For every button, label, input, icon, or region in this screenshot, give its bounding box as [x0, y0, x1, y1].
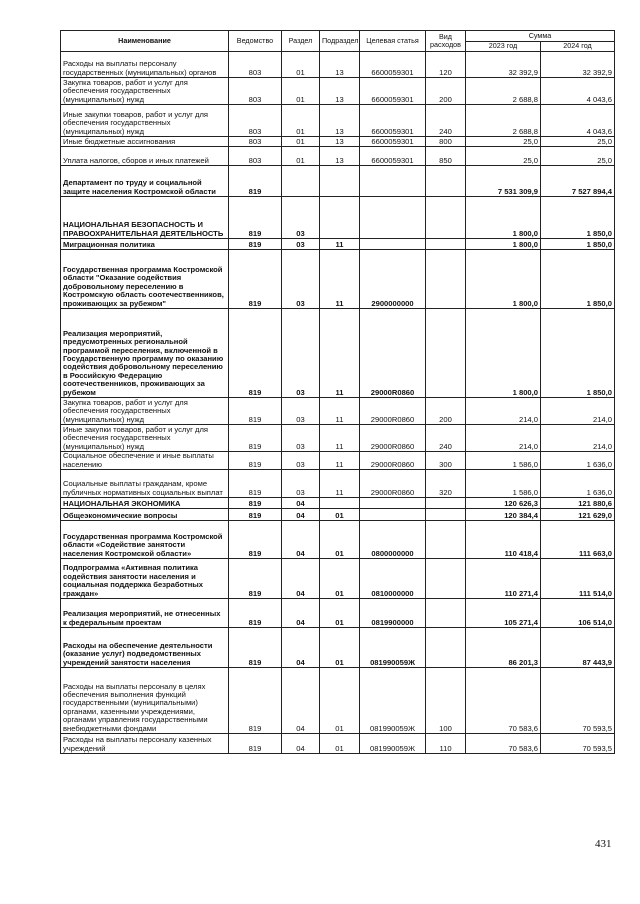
table-row — [61, 147, 615, 166]
cell-section: 01 — [282, 137, 320, 147]
cell-name: Реализация мероприятий, предусмотренных региональной программой переселения, включенной в Государственную программу по оказанию содействия добровольному переселению в Российскую Федерацию соотечественников, проживающих за рубежом — [61, 309, 229, 398]
cell-dept: 819 — [229, 239, 282, 250]
cell-dept: 819 — [229, 197, 282, 239]
table-body — [61, 52, 615, 754]
table-row — [61, 668, 615, 734]
cell-target: 081990059Ж — [360, 668, 426, 734]
cell-dept: 803 — [229, 52, 282, 78]
table-row — [61, 309, 615, 398]
cell-section: 03 — [282, 309, 320, 398]
cell-name: Реализация мероприятий, не отнесенных к федеральным проектам — [61, 599, 229, 628]
table-row — [61, 470, 615, 498]
table-row — [61, 52, 615, 78]
cell-name: Миграционная политика — [61, 239, 229, 250]
table-row — [61, 166, 615, 197]
cell-type: 100 — [426, 668, 466, 734]
cell-2023: 105 271,4 — [466, 599, 541, 628]
cell-section: 04 — [282, 521, 320, 559]
table-row — [61, 521, 615, 559]
header-subsection: Подраздел — [320, 31, 360, 52]
cell-target: 6600059301 — [360, 147, 426, 166]
cell-subsection: 01 — [320, 509, 360, 521]
cell-section — [282, 166, 320, 197]
table-row — [61, 452, 615, 470]
table-row — [61, 559, 615, 599]
cell-dept: 803 — [229, 105, 282, 137]
table-row — [61, 599, 615, 628]
cell-2024: 111 514,0 — [541, 559, 615, 599]
cell-subsection: 11 — [320, 470, 360, 498]
cell-type: 800 — [426, 137, 466, 147]
cell-2024: 121 880,6 — [541, 498, 615, 509]
cell-2024: 1 636,0 — [541, 452, 615, 470]
cell-name: Закупка товаров, работ и услуг для обеспечения государственных (муниципальных) нужд — [61, 78, 229, 105]
header-name: Наименование — [61, 31, 229, 52]
cell-2024: 87 443,9 — [541, 628, 615, 668]
cell-2023: 86 201,3 — [466, 628, 541, 668]
cell-type — [426, 166, 466, 197]
table-row — [61, 509, 615, 521]
cell-dept: 819 — [229, 734, 282, 754]
header-2023: 2023 год — [466, 42, 541, 52]
cell-2024: 1 636,0 — [541, 470, 615, 498]
cell-name: Иные закупки товаров, работ и услуг для обеспечения государственных (муниципальных) нужд — [61, 105, 229, 137]
cell-target: 29000R0860 — [360, 309, 426, 398]
cell-name: Социальные выплаты гражданам, кроме публичных нормативных социальных выплат — [61, 470, 229, 498]
cell-type — [426, 521, 466, 559]
header-sum: Сумма — [466, 31, 615, 42]
cell-section: 03 — [282, 398, 320, 425]
cell-2024: 1 850,0 — [541, 197, 615, 239]
cell-dept: 819 — [229, 425, 282, 452]
cell-target: 2900000000 — [360, 250, 426, 309]
cell-name: Расходы на выплаты персоналу в целях обеспечения выполнения функций государственными (муниципальными) органами, казенными учреждениями, органами управления государственными внебюджетными фондами — [61, 668, 229, 734]
cell-2024: 214,0 — [541, 398, 615, 425]
table-row — [61, 498, 615, 509]
cell-section: 01 — [282, 52, 320, 78]
cell-subsection: 01 — [320, 559, 360, 599]
cell-type — [426, 309, 466, 398]
cell-type — [426, 509, 466, 521]
cell-dept: 819 — [229, 309, 282, 398]
cell-subsection: 13 — [320, 147, 360, 166]
cell-subsection — [320, 197, 360, 239]
table-row — [61, 425, 615, 452]
cell-name: Департамент по труду и социальной защите населения Костромской области — [61, 166, 229, 197]
cell-2023: 25,0 — [466, 147, 541, 166]
cell-section: 03 — [282, 239, 320, 250]
cell-type: 110 — [426, 734, 466, 754]
cell-type: 200 — [426, 398, 466, 425]
cell-name: Закупка товаров, работ и услуг для обеспечения государственных (муниципальных) нужд — [61, 398, 229, 425]
cell-2023: 1 800,0 — [466, 197, 541, 239]
table-row — [61, 250, 615, 309]
cell-name: Подпрограмма «Активная политика содействия занятости населения и социальная поддержка безработных граждан» — [61, 559, 229, 599]
cell-target — [360, 498, 426, 509]
cell-section: 01 — [282, 78, 320, 105]
cell-dept: 803 — [229, 147, 282, 166]
header-target: Целевая статья — [360, 31, 426, 52]
cell-section: 04 — [282, 734, 320, 754]
cell-dept: 819 — [229, 398, 282, 425]
header-type: Вид расходов — [426, 31, 466, 52]
cell-name: Иные закупки товаров, работ и услуг для обеспечения государственных (муниципальных) нужд — [61, 425, 229, 452]
cell-target: 0819900000 — [360, 599, 426, 628]
cell-section: 03 — [282, 425, 320, 452]
cell-section: 03 — [282, 197, 320, 239]
cell-type: 240 — [426, 105, 466, 137]
cell-dept: 819 — [229, 509, 282, 521]
cell-2023: 120 384,4 — [466, 509, 541, 521]
header-section: Раздел — [282, 31, 320, 52]
cell-section: 01 — [282, 105, 320, 137]
cell-2024: 1 850,0 — [541, 239, 615, 250]
cell-2024: 4 043,6 — [541, 78, 615, 105]
cell-subsection: 11 — [320, 425, 360, 452]
cell-2024: 1 850,0 — [541, 250, 615, 309]
cell-subsection: 13 — [320, 137, 360, 147]
cell-2023: 70 583,6 — [466, 734, 541, 754]
cell-name: Государственная программа Костромской области "Оказание содействия добровольному переселению в Костромскую область соотечественников, проживающих за рубежом" — [61, 250, 229, 309]
cell-2023: 214,0 — [466, 425, 541, 452]
cell-target: 0810000000 — [360, 559, 426, 599]
table-row — [61, 239, 615, 250]
cell-2024: 214,0 — [541, 425, 615, 452]
cell-2024: 70 593,5 — [541, 734, 615, 754]
cell-name: Расходы на выплаты персоналу государственных (муниципальных) органов — [61, 52, 229, 78]
cell-dept: 819 — [229, 599, 282, 628]
cell-2023: 1 586,0 — [466, 470, 541, 498]
cell-2024: 70 593,5 — [541, 668, 615, 734]
cell-2023: 70 583,6 — [466, 668, 541, 734]
cell-type: 320 — [426, 470, 466, 498]
cell-type — [426, 559, 466, 599]
table-row — [61, 78, 615, 105]
cell-dept: 819 — [229, 452, 282, 470]
cell-name: Иные бюджетные ассигнования — [61, 137, 229, 147]
cell-dept: 819 — [229, 521, 282, 559]
table-row — [61, 137, 615, 147]
cell-subsection: 01 — [320, 628, 360, 668]
cell-dept: 803 — [229, 137, 282, 147]
cell-subsection: 01 — [320, 668, 360, 734]
cell-subsection — [320, 498, 360, 509]
budget-table — [60, 30, 615, 754]
cell-section: 03 — [282, 470, 320, 498]
cell-2024: 25,0 — [541, 137, 615, 147]
table-row — [61, 628, 615, 668]
cell-2023: 1 800,0 — [466, 239, 541, 250]
cell-2024: 121 629,0 — [541, 509, 615, 521]
cell-2024: 106 514,0 — [541, 599, 615, 628]
cell-section: 03 — [282, 452, 320, 470]
cell-dept: 819 — [229, 166, 282, 197]
cell-target — [360, 239, 426, 250]
cell-target: 29000R0860 — [360, 470, 426, 498]
table-row — [61, 734, 615, 754]
cell-2024: 7 527 894,4 — [541, 166, 615, 197]
cell-subsection: 11 — [320, 309, 360, 398]
cell-subsection: 11 — [320, 250, 360, 309]
cell-target — [360, 197, 426, 239]
cell-section: 04 — [282, 599, 320, 628]
cell-2023: 32 392,9 — [466, 52, 541, 78]
cell-target: 6600059301 — [360, 105, 426, 137]
cell-subsection: 01 — [320, 599, 360, 628]
cell-target: 29000R0860 — [360, 398, 426, 425]
cell-subsection: 13 — [320, 52, 360, 78]
cell-2023: 1 800,0 — [466, 250, 541, 309]
cell-2023: 2 688,8 — [466, 78, 541, 105]
cell-section: 04 — [282, 509, 320, 521]
cell-name: Государственная программа Костромской области «Содействие занятости населения Костромской области» — [61, 521, 229, 559]
cell-subsection — [320, 166, 360, 197]
cell-type: 300 — [426, 452, 466, 470]
cell-section: 04 — [282, 668, 320, 734]
cell-type — [426, 197, 466, 239]
cell-name: Расходы на обеспечение деятельности (оказание услуг) подведомственных учреждений занятости населения — [61, 628, 229, 668]
cell-name: НАЦИОНАЛЬНАЯ ЭКОНОМИКА — [61, 498, 229, 509]
cell-2023: 7 531 309,9 — [466, 166, 541, 197]
table-row — [61, 398, 615, 425]
cell-name: Социальное обеспечение и иные выплаты населению — [61, 452, 229, 470]
cell-2024: 111 663,0 — [541, 521, 615, 559]
cell-2023: 214,0 — [466, 398, 541, 425]
cell-2024: 4 043,6 — [541, 105, 615, 137]
cell-target — [360, 166, 426, 197]
cell-subsection: 11 — [320, 239, 360, 250]
cell-type: 120 — [426, 52, 466, 78]
cell-2023: 110 271,4 — [466, 559, 541, 599]
header-2024: 2024 год — [541, 42, 615, 52]
cell-name: НАЦИОНАЛЬНАЯ БЕЗОПАСНОСТЬ И ПРАВООХРАНИТЕЛЬНАЯ ДЕЯТЕЛЬНОСТЬ — [61, 197, 229, 239]
cell-dept: 819 — [229, 498, 282, 509]
cell-section: 04 — [282, 559, 320, 599]
cell-subsection: 01 — [320, 734, 360, 754]
cell-section: 04 — [282, 498, 320, 509]
cell-dept: 819 — [229, 559, 282, 599]
cell-name: Общеэкономические вопросы — [61, 509, 229, 521]
cell-subsection: 01 — [320, 521, 360, 559]
cell-2023: 25,0 — [466, 137, 541, 147]
cell-type — [426, 250, 466, 309]
cell-target: 6600059301 — [360, 78, 426, 105]
table-row — [61, 197, 615, 239]
cell-2023: 1 800,0 — [466, 309, 541, 398]
cell-type — [426, 599, 466, 628]
cell-type: 850 — [426, 147, 466, 166]
cell-dept: 803 — [229, 78, 282, 105]
cell-target: 081990059Ж — [360, 628, 426, 668]
cell-dept: 819 — [229, 250, 282, 309]
cell-subsection: 11 — [320, 398, 360, 425]
cell-2024: 32 392,9 — [541, 52, 615, 78]
cell-section: 01 — [282, 147, 320, 166]
cell-2024: 1 850,0 — [541, 309, 615, 398]
cell-target: 6600059301 — [360, 52, 426, 78]
cell-dept: 819 — [229, 628, 282, 668]
cell-2023: 1 586,0 — [466, 452, 541, 470]
cell-section: 04 — [282, 628, 320, 668]
cell-target: 29000R0860 — [360, 425, 426, 452]
cell-dept: 819 — [229, 668, 282, 734]
cell-2024: 25,0 — [541, 147, 615, 166]
cell-subsection: 13 — [320, 105, 360, 137]
cell-name: Расходы на выплаты персоналу казенных учреждений — [61, 734, 229, 754]
cell-target: 081990059Ж — [360, 734, 426, 754]
cell-target: 0800000000 — [360, 521, 426, 559]
cell-type: 240 — [426, 425, 466, 452]
cell-dept: 819 — [229, 470, 282, 498]
table-row — [61, 105, 615, 137]
cell-subsection: 11 — [320, 452, 360, 470]
cell-type — [426, 498, 466, 509]
header-dept: Ведомство — [229, 31, 282, 52]
cell-target: 6600059301 — [360, 137, 426, 147]
cell-type — [426, 628, 466, 668]
cell-section: 03 — [282, 250, 320, 309]
cell-target: 29000R0860 — [360, 452, 426, 470]
cell-subsection: 13 — [320, 78, 360, 105]
cell-2023: 110 418,4 — [466, 521, 541, 559]
cell-type — [426, 239, 466, 250]
cell-name: Уплата налогов, сборов и иных платежей — [61, 147, 229, 166]
cell-type: 200 — [426, 78, 466, 105]
page-number: 431 — [595, 838, 612, 850]
cell-2023: 120 626,3 — [466, 498, 541, 509]
cell-2023: 2 688,8 — [466, 105, 541, 137]
cell-target — [360, 509, 426, 521]
